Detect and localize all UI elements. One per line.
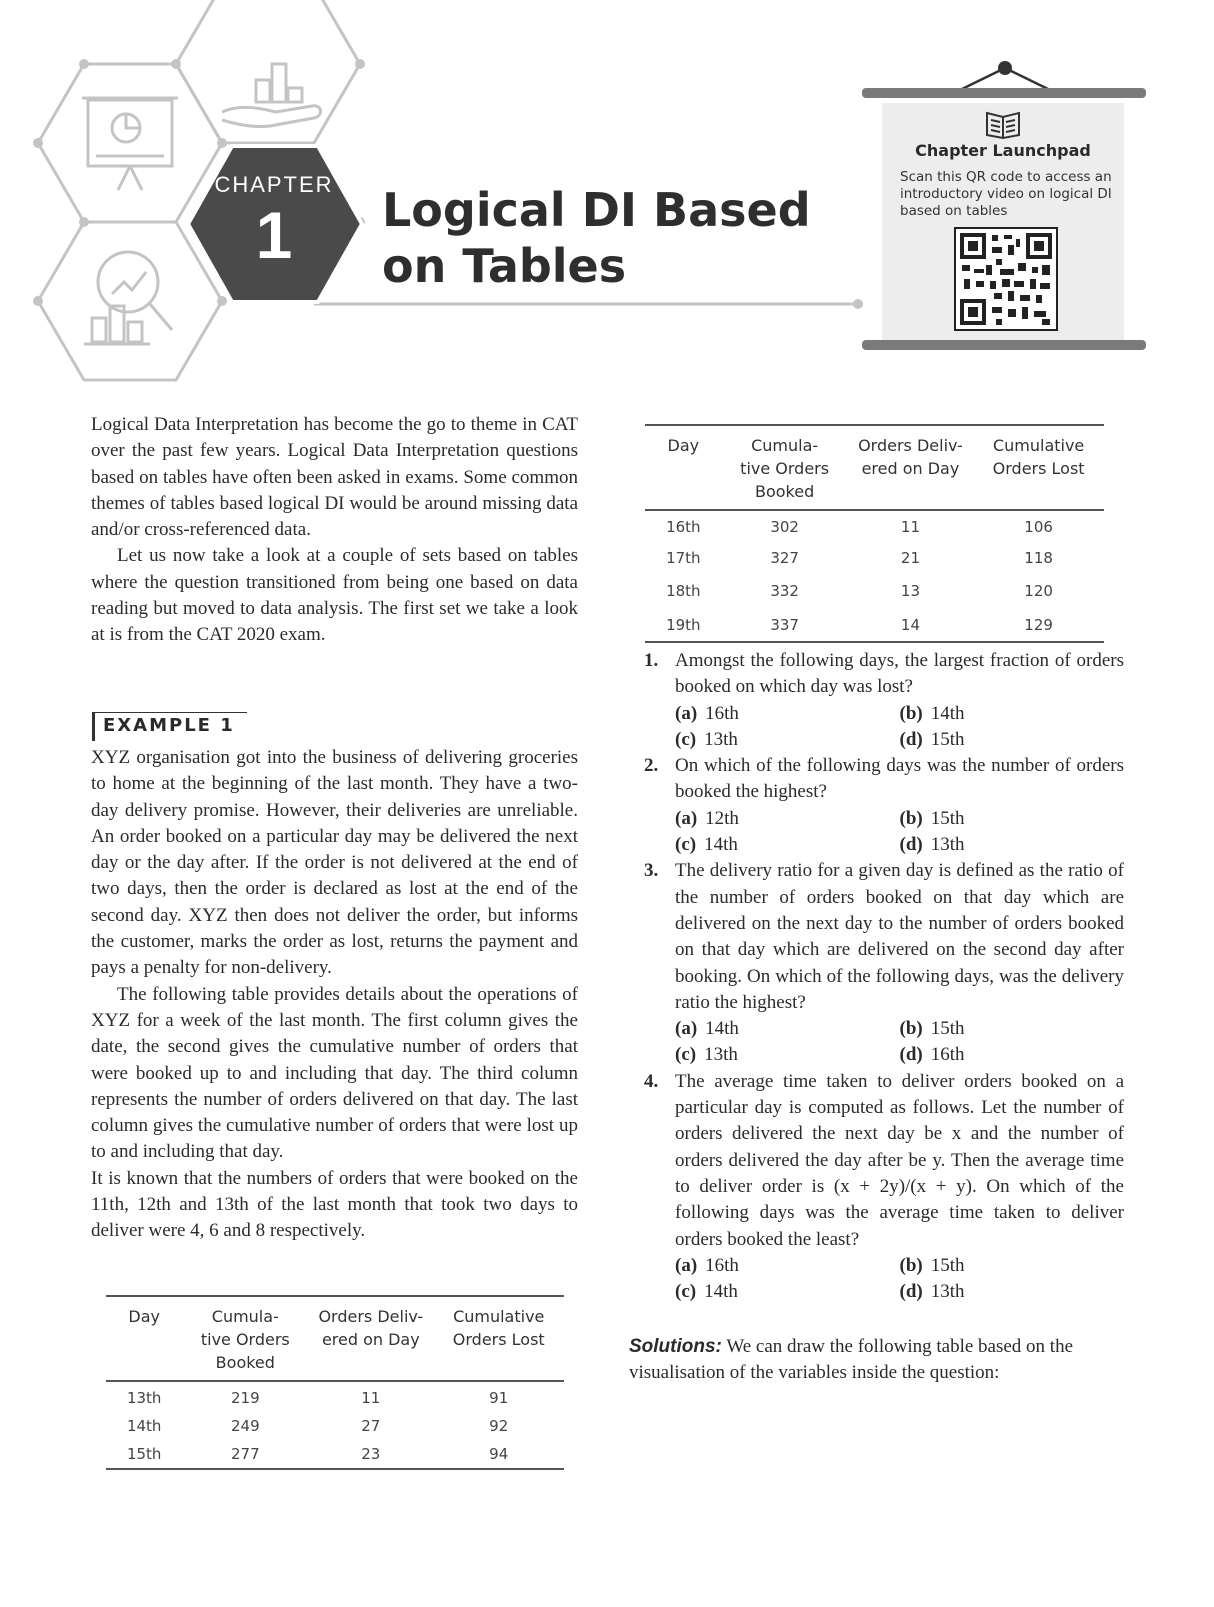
col-header-day: Day — [128, 1307, 160, 1326]
table-row: 19th 337 14 129 — [645, 608, 1104, 642]
col-header-day: Day — [667, 436, 700, 455]
example-section — [91, 745, 578, 1245]
col-header-delivered: Orders Deliv- ered on Day — [858, 436, 963, 478]
table-row: 18th 332 13 120 — [666, 582, 1053, 600]
launchpad-title: Chapter Launchpad — [915, 141, 1091, 160]
example-paragraph: It is known that the numbers of orders that were booked on the 11th, 12th and 13th of the last month that took two days to deliver were 4, 6 and 8 respectively. — [91, 1167, 578, 1242]
scroll-bottom-rod — [862, 340, 1146, 350]
magnifier-chart-icon — [84, 252, 172, 344]
table-header-row — [106, 1296, 564, 1381]
chapter-label: CHAPTER — [214, 172, 334, 197]
question-text: The delivery ratio for a given day is defined as the ratio of the number of orders booked on that day which are delivered on the next day to the number of orders booked on that day which are delivered on the second day after booking. On which of the following days, was the delivery ratio the highest? — [675, 860, 1124, 1013]
option-a: (a) 14th — [675, 1018, 739, 1040]
question-text: Amongst the following days, the largest fraction of orders booked on which day was lost? — [675, 650, 1124, 698]
table-row: 13th 219 11 91 — [126, 1388, 509, 1407]
qr-code[interactable] — [954, 227, 1058, 331]
option-b: (b) 15th — [899, 1018, 965, 1040]
question-2: 2. On which of the following days was the number of orders booked the highest? (a) 12th (b) 15th (c) 14th (d) 13th — [644, 753, 1124, 858]
table-row: 15th 277 23 94 — [106, 1439, 564, 1469]
example-paragraph: The following table provides details about the operations of XYZ for a week of the last month. The first column gives the date, the second gives the cumulative number of orders that were booked up to and including that day. The third column represents the number of orders delivered on that day. The last column gives the cumulative number of orders that were lost up to and including that day. — [91, 983, 578, 1163]
option-c: (c) 14th — [675, 834, 738, 856]
solutions-paragraph — [629, 1334, 1124, 1387]
question-list — [644, 648, 1124, 1305]
option-b: (b) 15th — [899, 807, 965, 829]
option-d: (d) 16th — [899, 1044, 965, 1066]
launchpad-text: Scan this QR code to access an introductory video on logical DI based on tables — [900, 169, 1112, 219]
example-heading — [92, 712, 247, 741]
col-header-delivered: Orders Deliv- ered on Day — [318, 1307, 424, 1349]
chapter-launchpad — [882, 103, 1124, 347]
option-c: (c) 13th — [675, 1044, 738, 1066]
option-d: (d) 13th — [899, 1281, 965, 1303]
table-row: 14th 249 27 92 — [126, 1417, 509, 1435]
table-row: 17th 327 21 118 — [666, 549, 1053, 567]
qr-code-icon — [956, 229, 1056, 329]
question-text: On which of the following days was the number of orders booked the highest? — [675, 755, 1124, 803]
chapter-number: 1 — [255, 198, 293, 272]
orders-table-right — [645, 424, 1104, 643]
table-header-row — [645, 425, 1104, 510]
col-header-lost: Cumulative Orders Lost — [992, 436, 1085, 478]
hand-bar-chart-icon — [222, 64, 321, 127]
option-a: (a) 16th — [675, 702, 739, 724]
option-b: (b) 14th — [899, 702, 965, 724]
title-line-1: Logical DI Based — [382, 183, 811, 237]
option-d: (d) 13th — [899, 834, 965, 856]
col-header-booked: Cumula- tive Orders Booked — [200, 1307, 290, 1372]
hexagon-outline — [176, 0, 360, 143]
option-a: (a) 12th — [675, 807, 739, 829]
scroll-top-rod — [862, 88, 1146, 98]
question-4: 4. The average time taken to deliver orders booked on a particular day is computed as follows. Let the number of orders delivered the next day be x and the number of orders delivered the day after be y. Then the average time to deliver order is (x + 2y)/(x + y). On which of the following days was the average time taken to deliver orders booked the least? (a) 16th (b) 15th (c) 14th (d) 13th — [644, 1069, 1124, 1306]
option-a: (a) 16th — [675, 1254, 739, 1276]
col-header-booked: Cumula- tive Orders Booked — [740, 436, 830, 501]
option-d: (d) 15th — [899, 728, 965, 750]
example-label: EXAMPLE 1 — [103, 715, 235, 736]
orders-table-left — [106, 1295, 564, 1470]
table-row: 16th 302 11 106 — [666, 517, 1053, 536]
intro-section — [91, 412, 578, 649]
question-1: 1. Amongst the following days, the largest fraction of orders booked on which day was lost? (a) 16th (b) 14th (c) 13th (d) 15th — [644, 648, 1124, 753]
hanger-icon — [950, 58, 1060, 92]
solutions-label: Solutions: — [629, 1336, 722, 1357]
example-paragraph: XYZ organisation got into the business of delivering groceries to home at the beginning of the last month. They have a two-day delivery promise. However, their deliveries are unreliable. An order booked on a particular day may be delivered the next day or the day after. If the order is not delivered at the end of two days, then the order is declared as lost at the end of the second day. XYZ then does not deliver the order, but informs the customer, marks the order as lost, returns the payment and pays a penalty for non-delivery. — [91, 747, 578, 979]
page-title — [382, 182, 822, 294]
presentation-chart-icon — [82, 98, 178, 190]
intro-paragraph: Let us now take a look at a couple of sets based on tables where the question transitioned from being one based on data reading but moved to data analysis. The first set we take a look at is from the CAT 2020 exam. — [91, 545, 578, 646]
question-text: The average time taken to deliver orders booked on a particular day is computed as follows. Let the number of orders delivered the next day be x and the number of orders delivered the day after be y. Then the average time to deliver order is (x + 2y)/(x + y). On which of the following days was the average time taken to deliver orders booked the least? — [675, 1070, 1124, 1250]
title-line-2: on Tables — [382, 239, 627, 293]
hexagon-outline — [38, 64, 222, 222]
col-header-lost: Cumulative Orders Lost — [452, 1307, 545, 1349]
intro-paragraph: Logical Data Interpretation has become the go to theme in CAT over the past few years. Logical Data Interpretation questions based on tables have often been asked in exams. Some common themes of tables based logical DI would be around missing data and/or cross-referenced data. — [91, 414, 578, 541]
option-c: (c) 14th — [675, 1281, 738, 1303]
solutions-text: We can draw the following table based on the visualisation of the variables inside the question: — [629, 1336, 1073, 1384]
option-c: (c) 13th — [675, 728, 738, 750]
option-b: (b) 15th — [899, 1254, 965, 1276]
book-icon — [983, 109, 1023, 139]
question-3: 3. The delivery ratio for a given day is defined as the ratio of the number of orders booked on that day which are delivered on the next day to the number of orders booked on that day which are delivered on the second day after booking. On which of the following days, was the delivery ratio the highest? (a) 14th (b) 15th (c) 13th (d) 16th — [644, 858, 1124, 1068]
